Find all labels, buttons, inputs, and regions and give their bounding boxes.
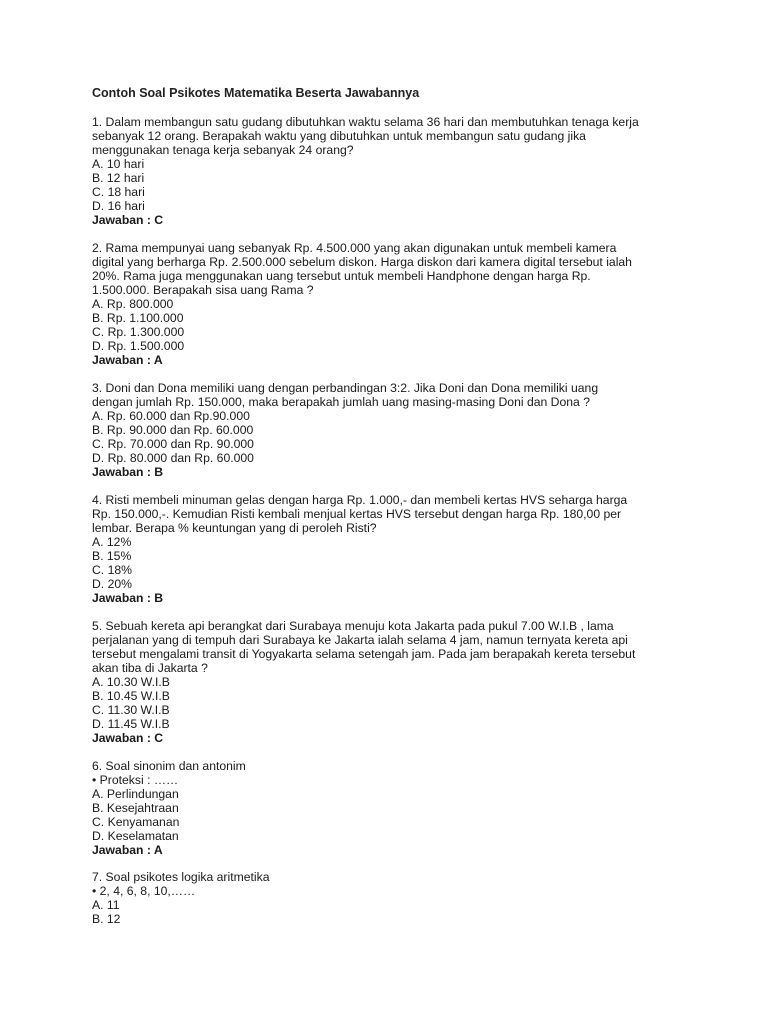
question-text: 5. Sebuah kereta api berangkat dari Surabaya menuju kota Jakarta pada pukul 7.00 W.I.B , lama [92, 619, 614, 633]
answer: Jawaban : B [92, 465, 164, 479]
option-a: A. 12% [92, 535, 132, 549]
option-c: C. Rp. 1.300.000 [92, 325, 185, 339]
option-a: A. Rp. 60.000 dan Rp.90.000 [92, 409, 250, 423]
option-a: A. 10.30 W.I.B [92, 675, 170, 689]
question-7 [92, 870, 692, 926]
document-title: Contoh Soal Psikotes Matematika Beserta Jawabannya [92, 86, 420, 100]
question-text: 1. Dalam membangun satu gudang dibutuhkan waktu selama 36 hari dan membutuhkan tenaga kerja [92, 115, 639, 129]
option-c: C. 18 hari [92, 185, 145, 199]
question-text: dengan jumlah Rp. 150.000, maka berapakah jumlah uang masing-masing Doni dan Dona ? [92, 395, 590, 409]
answer: Jawaban : A [92, 843, 163, 857]
option-c: C. Kenyamanan [92, 815, 180, 829]
question-text: menggunakan tenaga kerja sebanyak 24 orang? [92, 143, 354, 157]
question-text: • 2, 4, 6, 8, 10,…… [92, 884, 196, 898]
option-d: D. 20% [92, 577, 132, 591]
option-c: C. 18% [92, 563, 132, 577]
option-b: B. Rp. 1.100.000 [92, 311, 184, 325]
question-text: • Proteksi : …… [92, 773, 179, 787]
question-text: 7. Soal psikotes logika aritmetika [92, 870, 270, 884]
question-text: 20%. Rama juga menggunakan uang tersebut untuk membeli Handphone dengan harga Rp. [92, 269, 591, 283]
question-2 [92, 241, 692, 367]
question-text: sebanyak 12 orang. Berapakah waktu yang dibutuhkan untuk membangun satu gudang jika [92, 129, 586, 143]
question-3 [92, 381, 692, 479]
question-text: Rp. 150.000,-. Kemudian Risti kembali menjual kertas HVS tersebut dengan harga Rp. 180,00 per [92, 507, 622, 521]
option-b: B. 15% [92, 549, 132, 563]
option-b: B. Rp. 90.000 dan Rp. 60.000 [92, 423, 254, 437]
option-d: D. Rp. 80.000 dan Rp. 60.000 [92, 451, 254, 465]
question-6 [92, 759, 692, 857]
answer: Jawaban : C [92, 213, 164, 227]
question-text: digital yang berharga Rp. 2.500.000 sebelum diskon. Harga diskon dari kamera digital tersebut ialah [92, 255, 632, 269]
option-b: B. 12 [92, 912, 121, 926]
option-d: D. 16 hari [92, 199, 145, 213]
option-b: B. Kesejahtraan [92, 801, 179, 815]
question-text: 2. Rama mempunyai uang sebanyak Rp. 4.500.000 yang akan digunakan untuk membeli kamera [92, 241, 617, 255]
question-text: akan tiba di Jakarta ? [92, 661, 208, 675]
option-b: B. 12 hari [92, 171, 145, 185]
question-text: perjalanan yang di tempuh dari Surabaya ke Jakarta ialah selama 4 jam, namun ternyata kereta api [92, 633, 628, 647]
option-b: B. 10.45 W.I.B [92, 689, 170, 703]
option-c: C. Rp. 70.000 dan Rp. 90.000 [92, 437, 254, 451]
question-text: 6. Soal sinonim dan antonim [92, 759, 246, 773]
question-text: tersebut mengalami transit di Yogyakarta selama setengah jam. Pada jam berapakah kereta tersebut [92, 647, 636, 661]
answer: Jawaban : C [92, 731, 164, 745]
question-text: 1.500.000. Berapakah sisa uang Rama ? [92, 283, 314, 297]
option-d: D. 11.45 W.I.B [92, 717, 170, 731]
option-a: A. Perlindungan [92, 787, 179, 801]
answer: Jawaban : B [92, 591, 164, 605]
option-d: D. Rp. 1.500.000 [92, 339, 185, 353]
question-4 [92, 493, 692, 605]
option-d: D. Keselamatan [92, 829, 179, 843]
question-text: 4. Risti membeli minuman gelas dengan harga Rp. 1.000,- dan membeli kertas HVS seharga harga [92, 493, 628, 507]
question-5 [92, 619, 692, 745]
question-1 [92, 115, 692, 227]
option-a: A. 11 [92, 898, 120, 912]
question-text: 3. Doni dan Dona memiliki uang dengan perbandingan 3:2. Jika Doni dan Dona memiliki uang [92, 381, 599, 395]
answer: Jawaban : A [92, 353, 163, 367]
option-a: A. 10 hari [92, 157, 145, 171]
option-a: A. Rp. 800.000 [92, 297, 174, 311]
question-text: lembar. Berapa % keuntungan yang di peroleh Risti? [92, 521, 377, 535]
option-c: C. 11.30 W.I.B [92, 703, 170, 717]
